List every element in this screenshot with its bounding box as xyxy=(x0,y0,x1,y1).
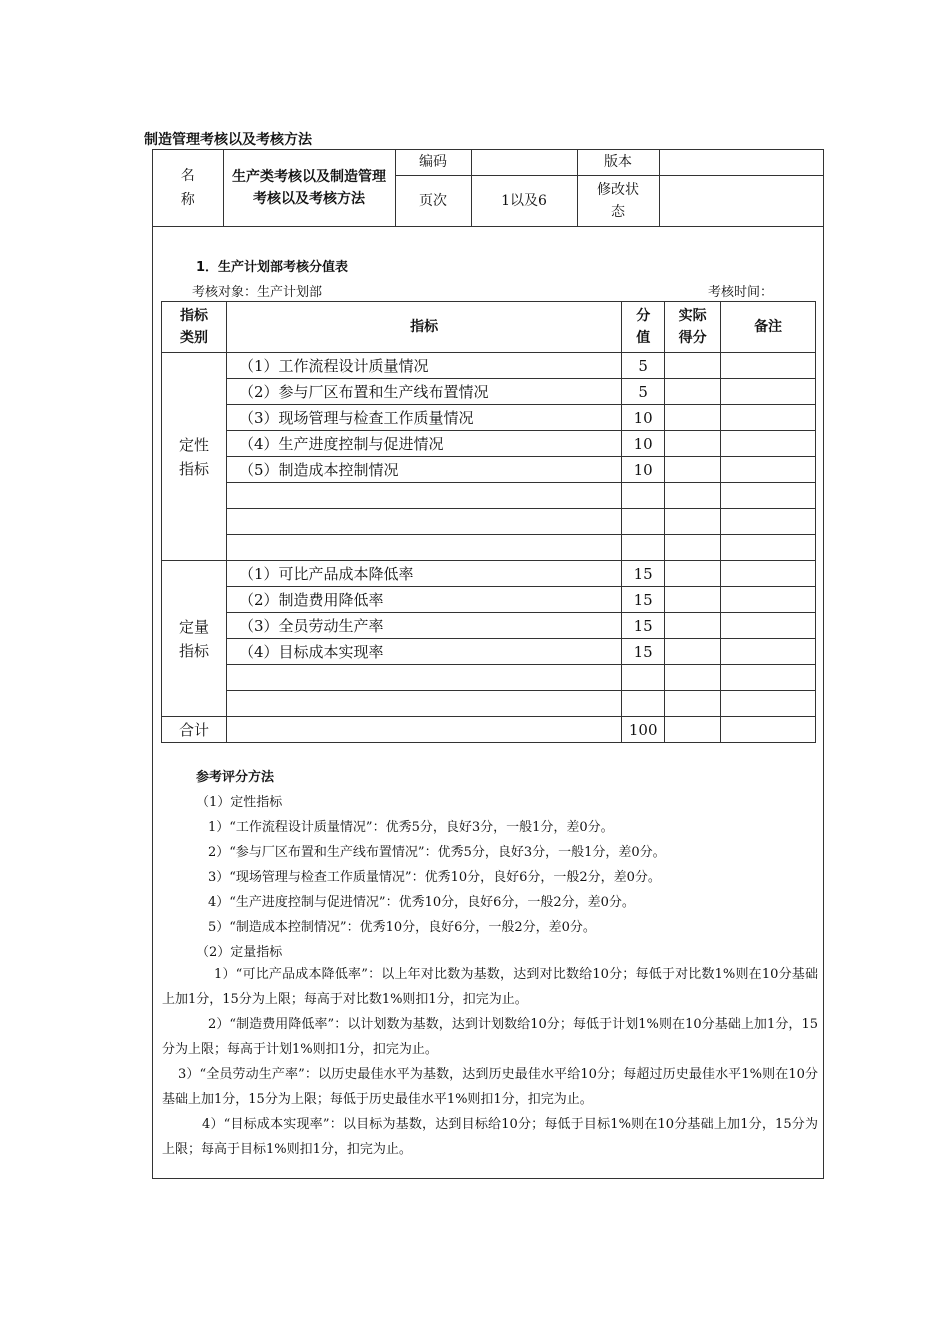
empty-cell xyxy=(721,691,816,717)
code-value xyxy=(471,150,577,175)
empty-cell xyxy=(622,509,665,535)
actual-score-cell xyxy=(665,457,721,483)
indicator-score: 10 xyxy=(622,431,665,457)
remark-cell xyxy=(721,405,816,431)
quantitative-item: 1）“可比产品成本降低率”：以上年对比数为基数，达到对比数给10分；每低于对比数1%则在10分基础上加1分，15分为上限；每高于对比数1%则扣1分，扣完为止。 xyxy=(162,967,818,1007)
reference-title: 参考评分方法 xyxy=(196,770,275,785)
qualitative-item: 4）“生产进度控制与促进情况”：优秀10分，良好6分，一般2分，差0分。 xyxy=(208,895,635,910)
empty-row xyxy=(162,535,816,561)
indicator-name: （3）现场管理与检查工作质量情况 xyxy=(226,405,621,431)
indicator-name: （2）参与厂区布置和生产线布置情况 xyxy=(226,379,621,405)
indicator-name: （4）生产进度控制与促进情况 xyxy=(226,431,621,457)
version-value xyxy=(659,150,823,175)
actual-score-cell xyxy=(665,353,721,379)
empty-cell xyxy=(226,691,621,717)
total-label: 合计 xyxy=(162,717,227,743)
empty-row xyxy=(162,665,816,691)
empty-cell xyxy=(622,483,665,509)
empty-cell xyxy=(721,717,816,743)
table-row xyxy=(162,587,816,613)
revision-label: 修改状态 xyxy=(577,175,659,226)
actual-score-cell xyxy=(665,639,721,665)
indicator-score: 5 xyxy=(622,353,665,379)
remark-cell xyxy=(721,379,816,405)
qualitative-item: 3）“现场管理与检查工作质量情况”：优秀10分，良好6分，一般2分，差0分。 xyxy=(208,870,661,885)
indicator-name: （3）全员劳动生产率 xyxy=(226,613,621,639)
empty-cell xyxy=(226,717,621,743)
header-score: 分值 xyxy=(622,302,665,353)
total-score: 100 xyxy=(622,717,665,743)
assessment-target: 考核对象：生产计划部 xyxy=(192,285,323,300)
empty-cell xyxy=(665,717,721,743)
empty-cell xyxy=(622,665,665,691)
qualitative-item: 5）“制造成本控制情况”：优秀10分，良好6分，一般2分，差0分。 xyxy=(208,920,596,935)
empty-row xyxy=(162,483,816,509)
qualitative-heading: （1）定性指标 xyxy=(196,795,283,810)
remark-cell xyxy=(721,353,816,379)
empty-cell xyxy=(665,535,721,561)
empty-cell xyxy=(622,691,665,717)
name-value: 生产类考核以及制造管理考核以及考核方法 xyxy=(223,150,395,226)
empty-cell xyxy=(665,691,721,717)
quantitative-item: 2）“制造费用降低率”：以计划数为基数，达到计划数给10分；每低于计划1%则在10分基础上加1分，15分为上限；每高于计划1%则扣1分，扣完为止。 xyxy=(162,1017,818,1057)
score-table xyxy=(161,301,816,743)
qualitative-item: 2）“参与厂区布置和生产线布置情况”：优秀5分，良好3分，一般1分，差0分。 xyxy=(208,845,666,860)
indicator-name: （4）目标成本实现率 xyxy=(226,639,621,665)
version-label: 版本 xyxy=(577,150,659,175)
remark-cell xyxy=(721,457,816,483)
indicator-name: （5）制造成本控制情况 xyxy=(226,457,621,483)
remark-cell xyxy=(721,587,816,613)
remark-cell xyxy=(721,639,816,665)
remark-cell xyxy=(721,431,816,457)
header-indicator: 指标 xyxy=(226,302,621,353)
remark-cell xyxy=(721,613,816,639)
header-table xyxy=(153,150,823,227)
header-actual: 实际得分 xyxy=(665,302,721,353)
remark-cell xyxy=(721,561,816,587)
quantitative-item: 4）“目标成本实现率”：以目标为基数，达到目标给10分；每低于目标1%则在10分基础上加1分，15分为上限；每高于目标1%则扣1分，扣完为止。 xyxy=(162,1117,818,1157)
empty-row xyxy=(162,691,816,717)
quantitative-item: 3）“全员劳动生产率”：以历史最佳水平为基数，达到历史最佳水平给10分；每超过历史最佳水平1%则在10分基础上加1分，15分为上限；每低于历史最佳水平1%则扣1分，扣完为止。 xyxy=(162,1067,818,1107)
quantitative-category: 定量指标 xyxy=(162,561,227,717)
actual-score-cell xyxy=(665,405,721,431)
table-row xyxy=(162,561,816,587)
indicator-score: 15 xyxy=(622,639,665,665)
revision-value xyxy=(659,175,823,226)
section-title: 1．生产计划部考核分值表 xyxy=(196,260,349,275)
qualitative-item: 1）“工作流程设计质量情况”：优秀5分，良好3分，一般1分，差0分。 xyxy=(208,820,614,835)
empty-row xyxy=(162,509,816,535)
actual-score-cell xyxy=(665,431,721,457)
table-row xyxy=(162,379,816,405)
header-remark: 备注 xyxy=(721,302,816,353)
indicator-name: （1）工作流程设计质量情况 xyxy=(226,353,621,379)
empty-cell xyxy=(721,483,816,509)
empty-cell xyxy=(721,665,816,691)
actual-score-cell xyxy=(665,587,721,613)
table-row xyxy=(162,639,816,665)
empty-cell xyxy=(622,535,665,561)
empty-cell xyxy=(226,483,621,509)
code-label: 编码 xyxy=(395,150,471,175)
qualitative-category: 定性指标 xyxy=(162,353,227,561)
header-category: 指标类别 xyxy=(162,302,227,353)
indicator-score: 15 xyxy=(622,561,665,587)
table-row xyxy=(162,353,816,379)
indicator-name: （2）制造费用降低率 xyxy=(226,587,621,613)
empty-cell xyxy=(665,509,721,535)
table-row xyxy=(162,431,816,457)
empty-cell xyxy=(721,509,816,535)
table-row xyxy=(162,613,816,639)
empty-cell xyxy=(665,483,721,509)
page-label: 页次 xyxy=(395,175,471,226)
indicator-score: 10 xyxy=(622,457,665,483)
empty-cell xyxy=(226,535,621,561)
indicator-score: 10 xyxy=(622,405,665,431)
indicator-score: 15 xyxy=(622,613,665,639)
actual-score-cell xyxy=(665,379,721,405)
table-row xyxy=(162,457,816,483)
indicator-score: 5 xyxy=(622,379,665,405)
total-row xyxy=(162,717,816,743)
actual-score-cell xyxy=(665,561,721,587)
indicator-name: （1）可比产品成本降低率 xyxy=(226,561,621,587)
assessment-time: 考核时间： xyxy=(708,285,774,300)
name-label: 名称 xyxy=(153,150,223,226)
document-title: 制造管理考核以及考核方法 xyxy=(144,132,312,148)
quantitative-heading: （2）定量指标 xyxy=(196,945,283,960)
table-row xyxy=(162,405,816,431)
indicator-score: 15 xyxy=(622,587,665,613)
empty-cell xyxy=(226,509,621,535)
actual-score-cell xyxy=(665,613,721,639)
empty-cell xyxy=(721,535,816,561)
empty-cell xyxy=(665,665,721,691)
empty-cell xyxy=(226,665,621,691)
page-value: 1以及6 xyxy=(471,175,577,226)
